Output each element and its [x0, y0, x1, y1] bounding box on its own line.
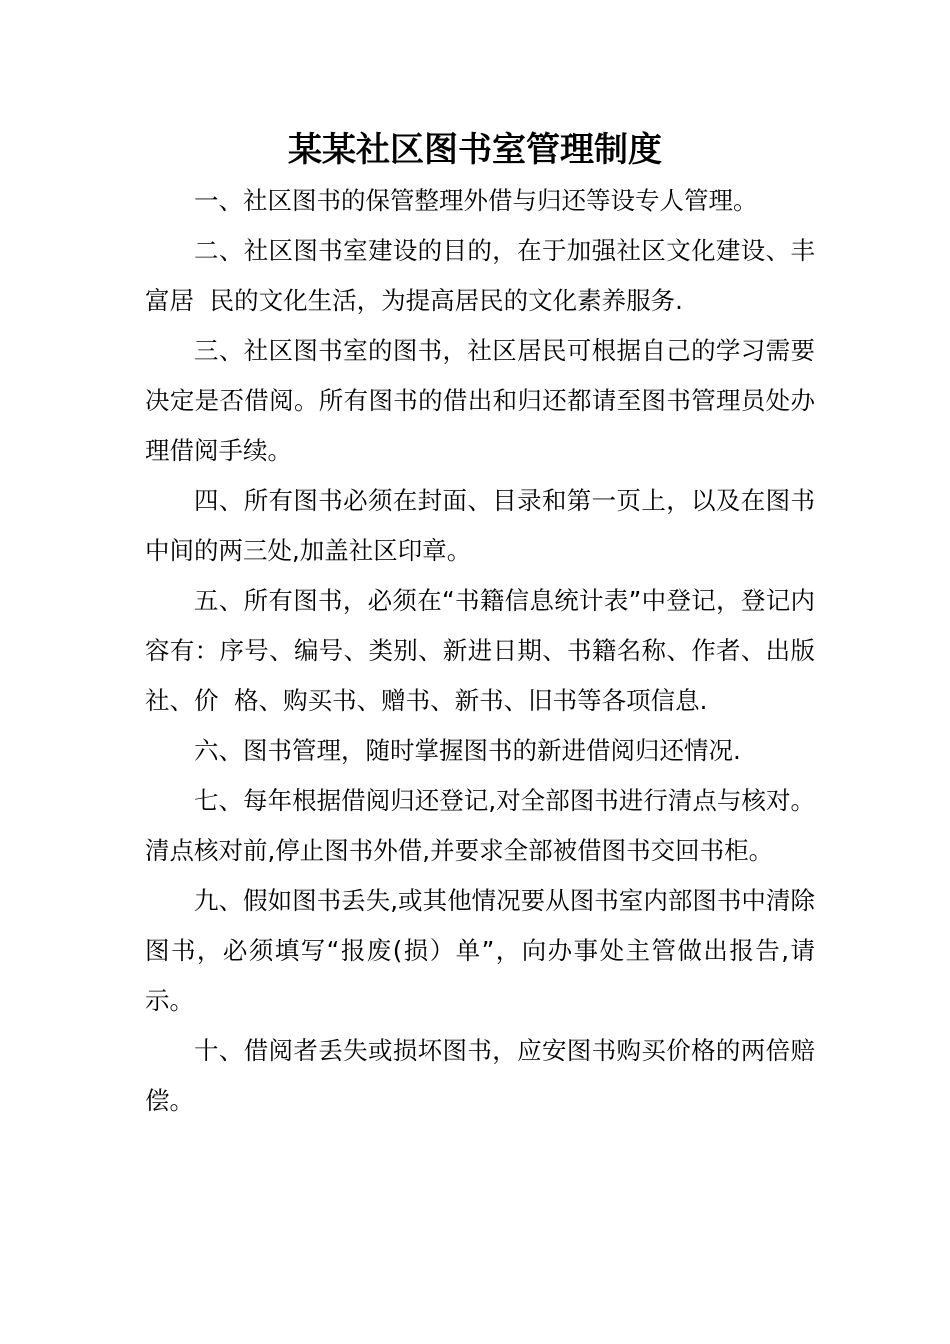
paragraph-3: 三、社区图书室的图书，社区居民可根据自己的学习需要决定是否借阅。所有图书的借出和归还都请至图书管理员处办理借阅手续。 [145, 336, 815, 465]
paragraph-10: 十、借阅者丢失或损坏图书，应安图书购买价格的两倍赔偿。 [145, 1036, 815, 1115]
document-body [145, 176, 815, 1126]
paragraph-7: 七、每年根据借阅归还登记,对全部图书进行清点与核对。清点核对前,停止图书外借,并要求全部被借图书交回书柜。 [145, 786, 815, 865]
paragraph-6: 六、图书管理，随时掌握图书的新进借阅归还情况. [194, 736, 741, 765]
document-title: 某某社区图书室管理制度 [288, 130, 662, 170]
paragraph-9: 九、假如图书丢失,或其他情况要从图书室内部图书中清除图书，必须填写“报废(损）单”，向办事处主管做出报告,请示。 [145, 886, 815, 1015]
paragraph-2: 二、社区图书室建设的目的，在于加强社区文化建设、丰富居 民的文化生活，为提高居民的文化素养服务. [145, 236, 815, 315]
paragraph-5: 五、所有图书，必须在“书籍信息统计表”中登记，登记内容有：序号、编号、类别、新进日期、书籍名称、作者、出版社、价 格、购买书、赠书、新书、旧书等各项信息. [145, 586, 815, 715]
paragraph-1: 一、社区图书的保管整理外借与归还等设专人管理。 [194, 186, 758, 215]
paragraph-4: 四、所有图书必须在封面、目录和第一页上，以及在图书中间的两三处,加盖社区印章。 [145, 486, 815, 565]
